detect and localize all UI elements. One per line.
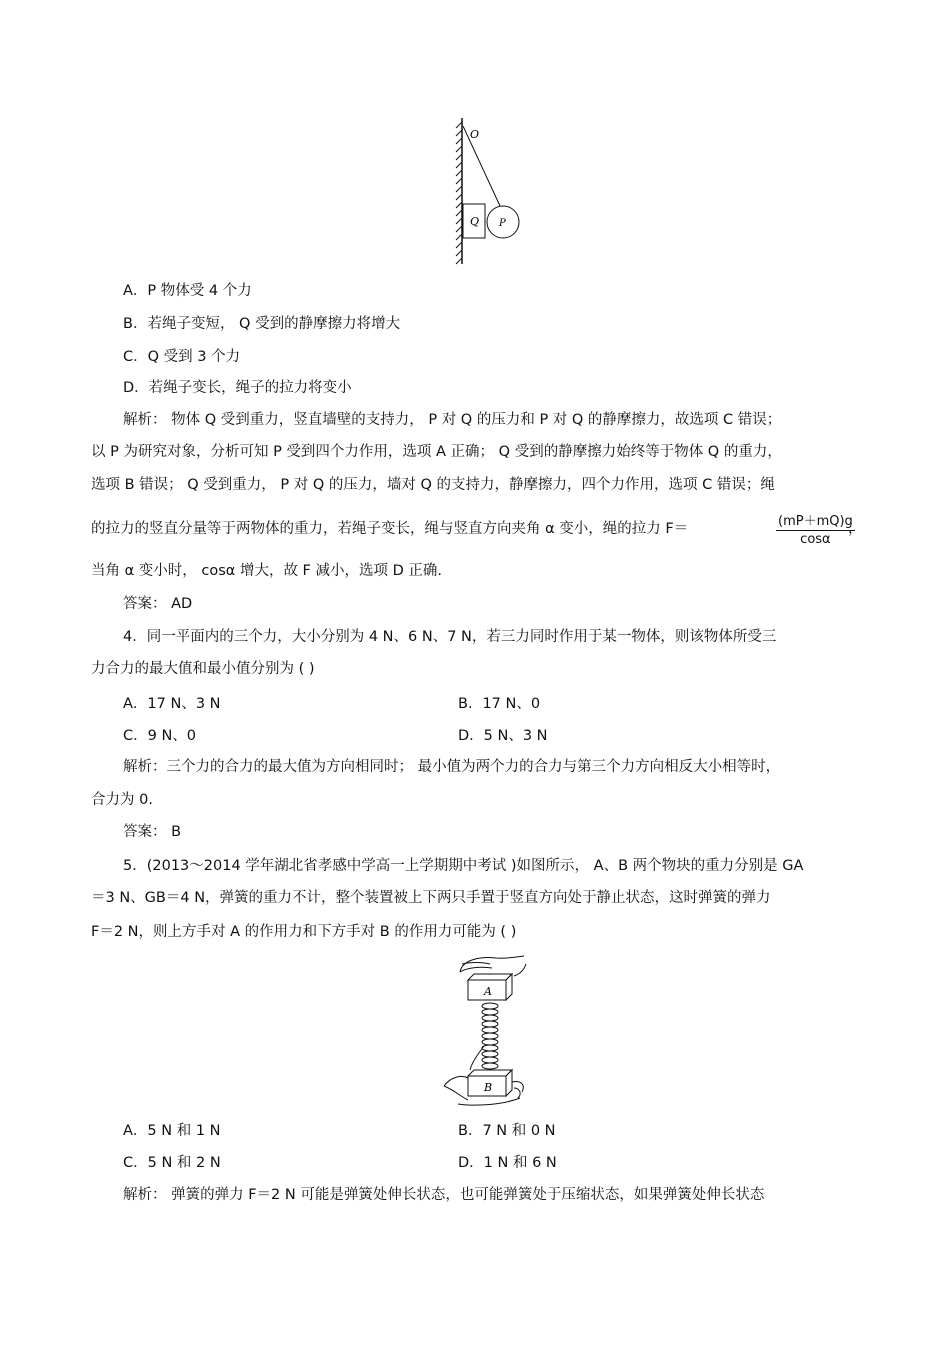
q3-option-b: B．若绳子变短， Q 受到的静摩擦力将增大 xyxy=(123,316,401,332)
q3-analysis-line: 选项 B 错误； Q 受到重力， P 对 Q 的压力，墙对 Q 的支持力，静摩擦力，四个力作用，选项 C 错误；绳 xyxy=(91,477,775,493)
q5-analysis-line: 解析： 弹簧的弹力 F＝2 N 可能是弹簧处伸长状态，也可能弹簧处于压缩状态，如果弹簧处伸长状态 xyxy=(123,1187,765,1203)
q5-option-b: B．7 N 和 0 N xyxy=(458,1123,556,1139)
label-q: Q xyxy=(470,215,480,228)
formula-denominator: cosα xyxy=(800,532,831,547)
q5-stem-line: ＝3 N、GB＝4 N，弹簧的重力不计，整个装置被上下两只手置于竖直方向处于静止状态，这时弹簧的弹力 xyxy=(91,890,771,906)
q3-option-c: C．Q 受到 3 个力 xyxy=(123,349,241,365)
q4-option-d: D．5 N、3 N xyxy=(458,728,548,744)
q4-stem-line: 4．同一平面内的三个力，大小分别为 4 N、6 N、7 N，若三力同时作用于某一物体，则该物体所受三 xyxy=(123,629,777,645)
q4-option-a: A．17 N、3 N xyxy=(123,696,221,712)
spring xyxy=(482,1003,498,1069)
q5-stem-line: F＝2 N，则上方手对 A 的作用力和下方手对 B 的作用力可能为 ( ) xyxy=(91,924,517,940)
label-p: P xyxy=(499,218,506,229)
q4-option-c: C．9 N、0 xyxy=(123,728,197,744)
q4-analysis-line: 解析：三个力的合力的最大值为方向相同时； 最小值为两个力的合力与第三个力方向相反大小相等时， xyxy=(123,759,781,775)
q3-analysis-line: 当角 α 变小时， cosα 增大，故 F 减小，选项 D 正确. xyxy=(91,563,443,579)
q3-analysis-line: 以 P 为研究对象，分析可知 P 受到四个力作用，选项 A 正确； Q 受到的静摩擦力始终等于物体 Q 的重力， xyxy=(91,444,782,460)
formula-comma: ， xyxy=(848,521,863,537)
q3-answer: 答案： AD xyxy=(123,596,193,612)
q5-option-a: A．5 N 和 1 N xyxy=(123,1123,221,1139)
q4-option-b: B．17 N、0 xyxy=(458,696,541,712)
wall-ball-figure xyxy=(440,112,530,270)
label-b: B xyxy=(484,1081,493,1094)
q3-option-a: A．P 物体受 4 个力 xyxy=(123,283,252,299)
q5-option-c: C．5 N 和 2 N xyxy=(123,1155,221,1171)
q4-analysis-line: 合力为 0. xyxy=(91,792,153,808)
q4-answer: 答案： B xyxy=(123,824,182,840)
q3-option-d: D．若绳子变长，绳子的拉力将变小 xyxy=(123,380,352,396)
spring-hands-figure xyxy=(440,950,535,1110)
label-o: O xyxy=(470,128,480,141)
formula-numerator: (mP＋mQ)g xyxy=(778,514,853,529)
label-a: A xyxy=(484,985,492,998)
q5-option-d: D．1 N 和 6 N xyxy=(458,1155,557,1171)
tension-formula xyxy=(776,510,855,547)
q5-stem-line: 5．(2013～2014 学年湖北省孝感中学高一上学期期中考试 )如图所示， A、B 两个物块的重力分别是 GA xyxy=(123,858,804,874)
q4-stem-line: 力合力的最大值和最小值分别为 ( ) xyxy=(91,661,315,677)
q3-analysis-line: 的拉力的竖直分量等于两物体的重力，若绳子变长，绳与竖直方向夹角 α 变小，绳的拉力 F＝ xyxy=(91,521,689,537)
q3-analysis-line: 解析： 物体 Q 受到重力，竖直墙壁的支持力， P 对 Q 的压力和 P 对 Q 的静摩擦力，故选项 C 错误； xyxy=(123,412,782,428)
upper-hand xyxy=(460,956,526,976)
